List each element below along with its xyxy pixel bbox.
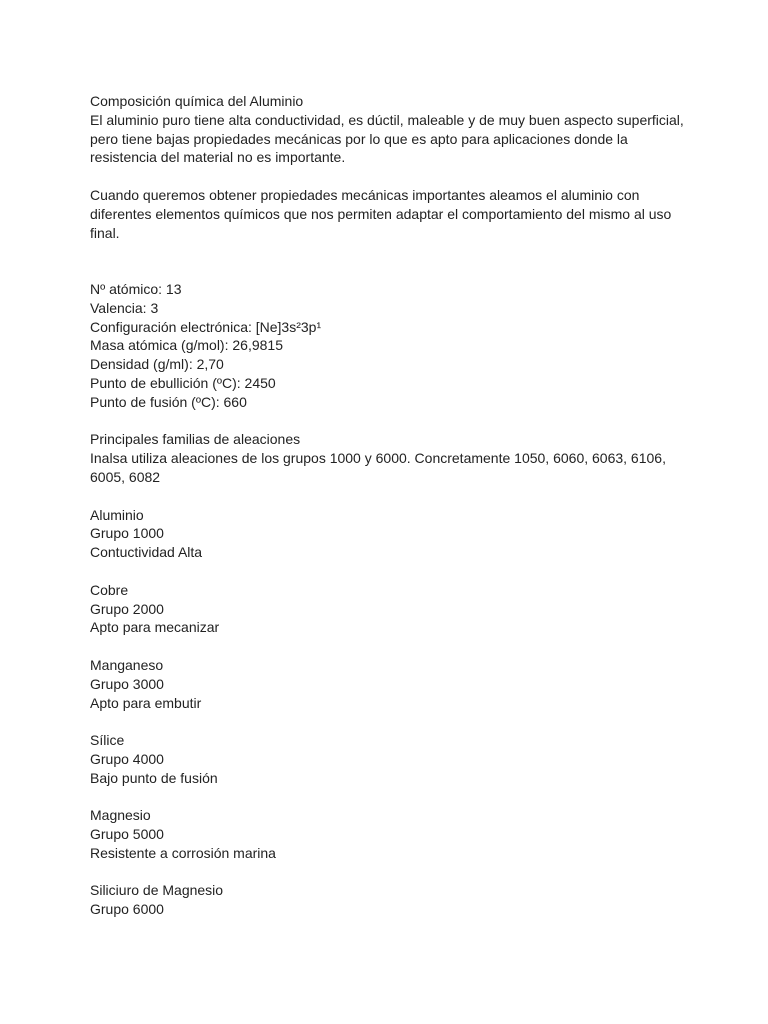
alloy-element: Aluminio xyxy=(90,506,144,523)
paragraph-line: Cuando queremos obtener propiedades mecánicas importantes aleamos el aluminio con xyxy=(90,186,640,203)
properties-list xyxy=(90,280,678,412)
alloy-group-item xyxy=(90,506,678,562)
alloy-element: Magnesio xyxy=(90,807,151,824)
alloy-property: Apto para embutir xyxy=(90,694,202,711)
property-electron-config: Configuración electrónica: [Ne]3s²3p¹ xyxy=(90,318,322,335)
paragraph-line: resistencia del material no es importante. xyxy=(90,149,346,166)
alloy-group: Grupo 6000 xyxy=(90,901,164,918)
section-heading-composition: Composición química del Aluminio xyxy=(90,93,304,109)
alloy-group-item xyxy=(90,881,678,919)
alloy-property: Bajo punto de fusión xyxy=(90,769,218,786)
alloy-group: Grupo 2000 xyxy=(90,600,164,617)
alloy-group-item xyxy=(90,581,678,637)
alloy-property: Resistente a corrosión marina xyxy=(90,844,276,861)
property-valence: Valencia: 3 xyxy=(90,299,159,316)
alloy-group: Grupo 1000 xyxy=(90,525,164,542)
section-heading-families: Principales familias de aleaciones xyxy=(90,431,301,448)
paragraph-line: Inalsa utiliza aleaciones de los grupos 1000 y 6000. Concretamente 1050, 6060, 6063, 6106, xyxy=(90,450,666,467)
alloy-group-item xyxy=(90,656,678,712)
alloy-element: Cobre xyxy=(90,581,129,598)
alloy-group-item xyxy=(90,806,678,862)
alloy-element: Siliciuro de Magnesio xyxy=(90,882,224,899)
property-boiling-point: Punto de ebullición (ºC): 2450 xyxy=(90,374,276,391)
paragraph-line: final. xyxy=(90,224,120,241)
alloy-group: Grupo 4000 xyxy=(90,750,164,767)
alloy-property: Apto para mecanizar xyxy=(90,619,220,636)
alloy-element: Manganeso xyxy=(90,656,164,673)
alloy-group-item xyxy=(90,731,678,787)
paragraph-line: diferentes elementos químicos que nos permiten adaptar el comportamiento del mismo al uso xyxy=(90,205,672,222)
property-melting-point: Punto de fusión (ºC): 660 xyxy=(90,393,247,410)
paragraph-line: pero tiene bajas propiedades mecánicas por lo que es apto para aplicaciones donde la xyxy=(90,130,628,147)
property-atomic-mass: Masa atómica (g/mol): 26,9815 xyxy=(90,337,283,354)
alloy-property: Contuctividad Alta xyxy=(90,544,203,561)
alloy-group: Grupo 3000 xyxy=(90,675,164,692)
alloy-group-list xyxy=(90,506,678,920)
paragraph-line: El aluminio puro tiene alta conductividad, es dúctil, maleable y de muy buen aspecto superficial, xyxy=(90,111,684,128)
alloy-group: Grupo 5000 xyxy=(90,826,164,843)
property-atomic-number: Nº atómico: 13 xyxy=(90,280,182,297)
property-density: Densidad (g/ml): 2,70 xyxy=(90,356,224,373)
alloy-element: Sílice xyxy=(90,732,125,749)
paragraph-line: 6005, 6082 xyxy=(90,468,161,485)
